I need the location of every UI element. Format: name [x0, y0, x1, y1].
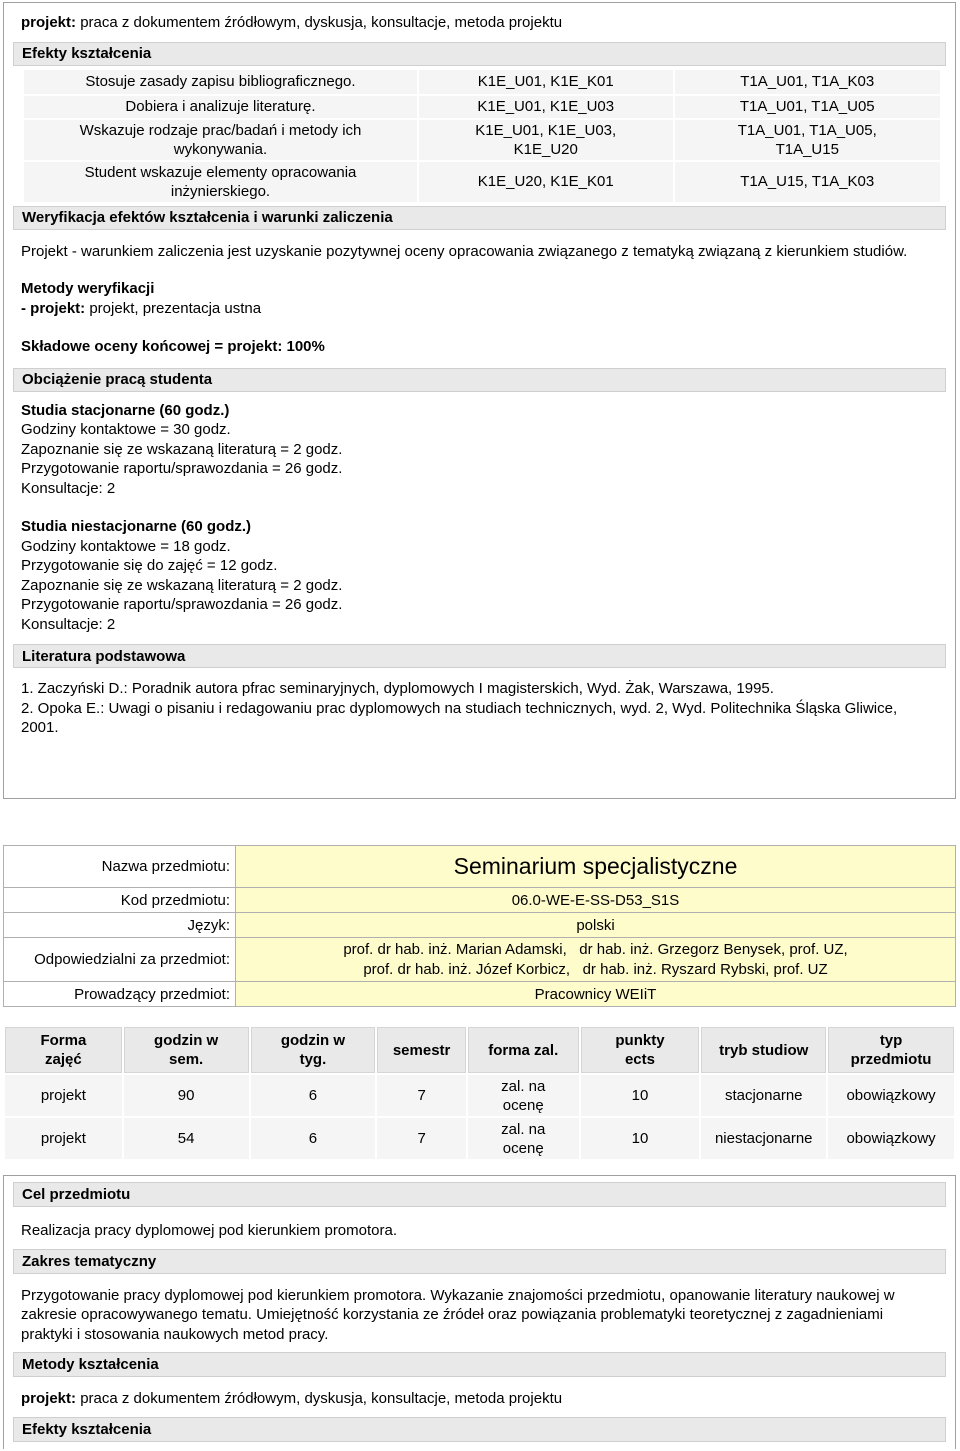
table-cell: 54	[124, 1118, 249, 1159]
effect-desc: Wskazuje rodzaje prac/badań i metody ich wykonywania.	[24, 120, 417, 160]
effect-t1: T1A_U01, T1A_U05	[675, 96, 940, 118]
effect-desc: Dobiera i analizuje literaturę.	[24, 96, 417, 118]
methods-text: praca z dokumentem źródłowym, dyskusja, konsultacje, metoda projektu	[80, 14, 563, 31]
col-header: forma zal.	[468, 1027, 579, 1073]
list-item: Przygotowanie raportu/sprawozdania = 26 godz.	[21, 460, 343, 477]
table-cell: projekt	[5, 1118, 122, 1159]
effect-k1: K1E_U01, K1E_U03, K1E_U20	[419, 120, 673, 160]
effect-desc: Stosuje zasady zapisu bibliograficznego.	[24, 70, 417, 94]
goal-text: Realizacja pracy dyplomowej pod kierunkiem promotora.	[21, 1222, 398, 1239]
verification-text: Projekt - warunkiem zaliczenia jest uzyskanie pozytywnej oceny opracowania związanego z tematyką związaną z kierunkiem studiów.	[21, 242, 908, 260]
col-header: Forma zajęć	[5, 1027, 122, 1073]
table-row	[4, 913, 956, 938]
teaching-methods-line: projekt: praca z dokumentem źródłowym, dyskusja, konsultacje, metoda projektu	[21, 1390, 563, 1407]
grade-components: Składowe oceny końcowej = projekt: 100%	[21, 338, 325, 355]
table-cell: niestacjonarne	[701, 1118, 826, 1159]
literature-header: Literatura podstawowa	[13, 644, 946, 668]
list-item: Przygotowanie raportu/sprawozdania = 26 godz.	[21, 596, 343, 613]
effect-t1: T1A_U01, T1A_U05, T1A_U15	[675, 120, 940, 160]
table-row	[24, 96, 940, 118]
table-cell: 6	[251, 1075, 376, 1116]
table-row	[5, 1075, 954, 1116]
lecturers-value: Pracownicy WEIiT	[236, 982, 956, 1007]
list-item: Godziny kontaktowe = 18 godz.	[21, 537, 231, 555]
verification-methods-title: Metody weryfikacji	[21, 280, 155, 297]
table-row	[4, 982, 956, 1007]
list-item: Przygotowanie się do zajęć = 12 godz.	[21, 557, 278, 574]
literature-item: 2. Opoka E.: Uwagi o pisaniu i redagowaniu prac dyplomowych na studiach technicznych, wyd. 2, Wyd. Politechnika Śląska Gliwice, 2001.	[21, 699, 898, 736]
schedule-table	[3, 1025, 956, 1161]
scope-header: Zakres tematyczny	[13, 1249, 946, 1274]
effect-k1: K1E_U20, K1E_K01	[419, 162, 673, 202]
effects-table	[22, 68, 942, 204]
table-row	[4, 888, 956, 913]
nonstationary-title: Studia niestacjonarne (60 godz.)	[21, 518, 252, 535]
list-item: Konsultacje: 2	[21, 615, 116, 633]
table-row	[4, 938, 956, 982]
teaching-methods-header: Metody kształcenia	[13, 1352, 946, 1377]
table-header-row	[5, 1027, 954, 1073]
goal-header: Cel przedmiotu	[13, 1182, 946, 1207]
verification-header: Weryfikacja efektów kształcenia i warunki zaliczenia	[13, 206, 946, 230]
workload-header: Obciążenie pracą studenta	[13, 368, 946, 392]
table-cell: 10	[581, 1075, 700, 1116]
lecturers-label: Prowadzący przedmiot:	[4, 982, 236, 1007]
course-card-bottom	[3, 1175, 956, 1449]
methods-label: projekt:	[21, 14, 77, 31]
course-card-top	[3, 2, 956, 799]
course-language: polski	[236, 913, 956, 938]
effects-header: Efekty kształcenia	[13, 42, 946, 66]
scope-text: Przygotowanie pracy dyplomowej pod kierunkiem promotora. Wykazanie znajomości przedmiotu, opanowanie literatury naukowej w zakresie opracowywanego tematu. Umiejętność korzystania ze źródeł oraz powiązania problematyki teoretycznej z zagadnieniami praktyki i stosowania naukowych metod pracy.	[21, 1286, 895, 1343]
course-name: Seminarium specjalistyczne	[236, 846, 956, 888]
table-row	[24, 162, 940, 202]
course-info-table	[3, 845, 956, 1007]
col-header: godzin w sem.	[124, 1027, 249, 1073]
table-cell: 10	[581, 1118, 700, 1159]
col-header: punkty ects	[581, 1027, 700, 1073]
table-cell: zal. na ocenę	[468, 1075, 579, 1116]
effect-k1: K1E_U01, K1E_K01	[419, 70, 673, 94]
effect-desc: Student wskazuje elementy opracowania inżynierskiego.	[24, 162, 417, 202]
table-row	[24, 120, 940, 160]
effects-header: Efekty kształcenia	[13, 1417, 946, 1442]
col-header: typ przedmiotu	[828, 1027, 954, 1073]
table-cell: zal. na ocenę	[468, 1118, 579, 1159]
effect-t1: T1A_U15, T1A_K03	[675, 162, 940, 202]
table-cell: 6	[251, 1118, 376, 1159]
table-row	[4, 846, 956, 888]
table-cell: projekt	[5, 1075, 122, 1116]
table-row	[24, 70, 940, 94]
table-cell: 7	[377, 1075, 466, 1116]
list-item: Konsultacje: 2	[21, 479, 116, 497]
table-cell: obowiązkowy	[828, 1075, 954, 1116]
table-cell: obowiązkowy	[828, 1118, 954, 1159]
responsible-label: Odpowiedzialni za przedmiot:	[4, 938, 236, 982]
responsible-persons: prof. dr hab. inż. Marian Adamski, dr hab. inż. Grzegorz Benysek, prof. UZ, prof. dr hab. inż. Józef Korbicz, dr hab. inż. Ryszard Rybski, prof. UZ	[236, 938, 956, 982]
name-label: Nazwa przedmiotu:	[4, 846, 236, 888]
code-label: Kod przedmiotu:	[4, 888, 236, 913]
effect-k1: K1E_U01, K1E_U03	[419, 96, 673, 118]
teaching-methods-line	[4, 13, 955, 33]
literature-item: 1. Zaczyński D.: Poradnik autora pfrac seminaryjnych, dyplomowych I magisterskich, Wyd. Żak, Warszawa, 1995.	[21, 680, 774, 697]
list-item: Zapoznanie się ze wskazaną literaturą = 2 godz.	[21, 576, 343, 594]
col-header: semestr	[377, 1027, 466, 1073]
language-label: Język:	[4, 913, 236, 938]
effect-t1: T1A_U01, T1A_K03	[675, 70, 940, 94]
col-header: tryb studiow	[701, 1027, 826, 1073]
table-cell: 7	[377, 1118, 466, 1159]
table-cell: 90	[124, 1075, 249, 1116]
stationary-title: Studia stacjonarne (60 godz.)	[21, 401, 230, 419]
table-row	[5, 1118, 954, 1159]
col-header: godzin w tyg.	[251, 1027, 376, 1073]
course-code: 06.0-WE-E-SS-D53_S1S	[236, 888, 956, 913]
verification-methods-line: - projekt: projekt, prezentacja ustna	[21, 299, 262, 317]
list-item: Zapoznanie się ze wskazaną literaturą = 2 godz.	[21, 440, 343, 458]
table-cell: stacjonarne	[701, 1075, 826, 1116]
list-item: Godziny kontaktowe = 30 godz.	[21, 421, 231, 438]
